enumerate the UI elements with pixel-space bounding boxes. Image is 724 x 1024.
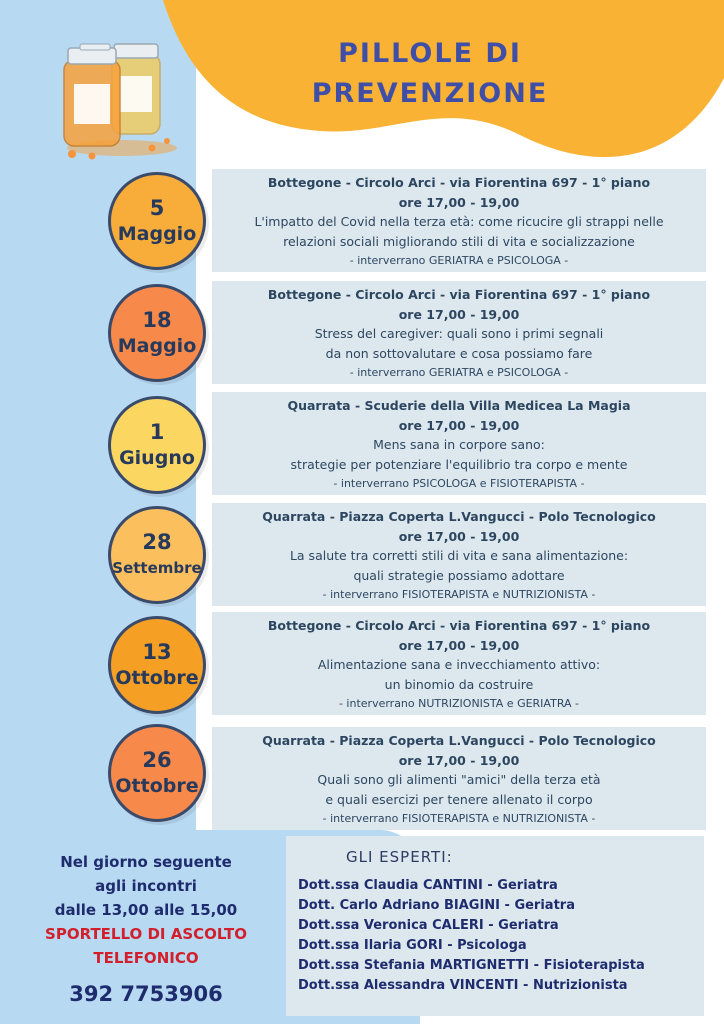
event-speakers: - interverrano FISIOTERAPISTA e NUTRIZIONISTA - — [322, 588, 596, 601]
event-topic-line-1: Stress del caregiver: quali sono i primi segnali — [314, 326, 604, 341]
event-time: ore 17,00 - 19,00 — [398, 752, 520, 768]
date-month: Ottobre — [115, 667, 199, 689]
pill-jars-icon — [52, 36, 182, 166]
event-card — [212, 392, 706, 495]
expert-item: Dott.ssa Ilaria GORI - Psicologa — [298, 938, 527, 953]
experts-panel — [286, 836, 704, 1016]
page-title — [250, 34, 610, 114]
event-venue: Quarrata - Piazza Coperta L.Vangucci - Polo Tecnologico — [262, 509, 656, 524]
date-badge — [108, 396, 206, 494]
date-badge — [108, 724, 206, 822]
contact-line-1: Nel giorno seguente — [60, 853, 232, 871]
contact-line-3: dalle 13,00 alle 15,00 — [54, 901, 238, 919]
event-topic-line-2: quali strategie possiamo adottare — [353, 567, 565, 583]
date-badge — [108, 172, 206, 270]
date-month: Settembre — [112, 559, 202, 577]
event-topic-line-2: e quali esercizi per tenere allenato il corpo — [325, 791, 593, 807]
event-speakers: - interverrano GERIATRA e PSICOLOGA - — [349, 254, 569, 267]
date-badge — [108, 284, 206, 382]
title-line-1: PILLOLE DI — [338, 38, 522, 69]
event-topic-line-2: da non sottovalutare e cosa possiamo fare — [325, 345, 593, 361]
event-time: ore 17,00 - 19,00 — [398, 194, 520, 210]
event-time: ore 17,00 - 19,00 — [398, 306, 520, 322]
event-speakers: - interverrano GERIATRA e PSICOLOGA - — [349, 366, 569, 379]
expert-item: Dott.ssa Veronica CALERI - Geriatra — [298, 918, 559, 933]
expert-item: Dott.ssa Claudia CANTINI - Geriatra — [298, 878, 558, 893]
event-topic-line-2: strategie per potenziare l'equilibrio tra corpo e mente — [290, 456, 628, 472]
event-topic-line-2: relazioni sociali migliorando stili di vita e socializzazione — [283, 233, 635, 249]
event-card — [212, 169, 706, 272]
event-time: ore 17,00 - 19,00 — [398, 528, 520, 544]
expert-item: Dott.ssa Alessandra VINCENTI - Nutrizionista — [298, 978, 628, 993]
event-venue: Quarrata - Scuderie della Villa Medicea La Magia — [287, 398, 631, 413]
contact-service-line-1: SPORTELLO DI ASCOLTO — [45, 925, 247, 943]
event-topic-line-1: Quali sono gli alimenti "amici" della terza età — [317, 772, 601, 787]
phone-number[interactable]: 392 7753906 — [69, 982, 223, 1006]
date-day: 26 — [142, 748, 172, 772]
event-card — [212, 727, 706, 830]
expert-item: Dott. Carlo Adriano BIAGINI - Geriatra — [298, 898, 575, 913]
event-venue: Quarrata - Piazza Coperta L.Vangucci - Polo Tecnologico — [262, 733, 656, 748]
date-day: 18 — [142, 308, 172, 332]
event-topic-line-1: La salute tra corretti stili di vita e sana alimentazione: — [289, 548, 629, 563]
event-topic-line-2: un binomio da costruire — [384, 676, 534, 692]
event-time: ore 17,00 - 19,00 — [398, 417, 520, 433]
contact-service-line-2: TELEFONICO — [93, 949, 199, 967]
event-speakers: - interverrano FISIOTERAPISTA e NUTRIZIONISTA - — [322, 812, 596, 825]
date-day: 13 — [142, 640, 172, 664]
date-day: 28 — [142, 530, 172, 554]
date-month: Giugno — [119, 447, 195, 469]
date-day: 1 — [149, 420, 165, 444]
event-speakers: - interverrano NUTRIZIONISTA e GERIATRA - — [338, 697, 580, 710]
event-topic-line-1: Alimentazione sana e invecchiamento attivo: — [317, 657, 601, 672]
event-card — [212, 281, 706, 384]
event-venue: Bottegone - Circolo Arci - via Fiorentina 697 - 1° piano — [267, 618, 651, 633]
date-month: Ottobre — [115, 775, 199, 797]
date-month: Maggio — [117, 223, 197, 245]
expert-item: Dott.ssa Stefania MARTIGNETTI - Fisioterapista — [298, 958, 645, 973]
date-month: Maggio — [117, 335, 197, 357]
event-card — [212, 503, 706, 606]
event-card — [212, 612, 706, 715]
date-day: 5 — [149, 196, 165, 220]
title-line-2: PREVENZIONE — [311, 78, 549, 109]
contact-line-2: agli incontri — [95, 877, 197, 895]
event-speakers: - interverrano PSICOLOGA e FISIOTERAPISTA - — [333, 477, 585, 490]
event-venue: Bottegone - Circolo Arci - via Fiorentina 697 - 1° piano — [267, 287, 651, 302]
event-time: ore 17,00 - 19,00 — [398, 637, 520, 653]
event-venue: Bottegone - Circolo Arci - via Fiorentina 697 - 1° piano — [267, 175, 651, 190]
contact-info — [20, 850, 272, 1006]
date-badge — [108, 616, 206, 714]
event-topic-line-1: Mens sana in corpore sano: — [373, 437, 545, 452]
event-topic-line-1: L'impatto del Covid nella terza età: come ricucire gli strappi nelle — [254, 214, 664, 229]
date-badge — [108, 506, 206, 604]
experts-heading: GLI ESPERTI: — [346, 848, 453, 866]
